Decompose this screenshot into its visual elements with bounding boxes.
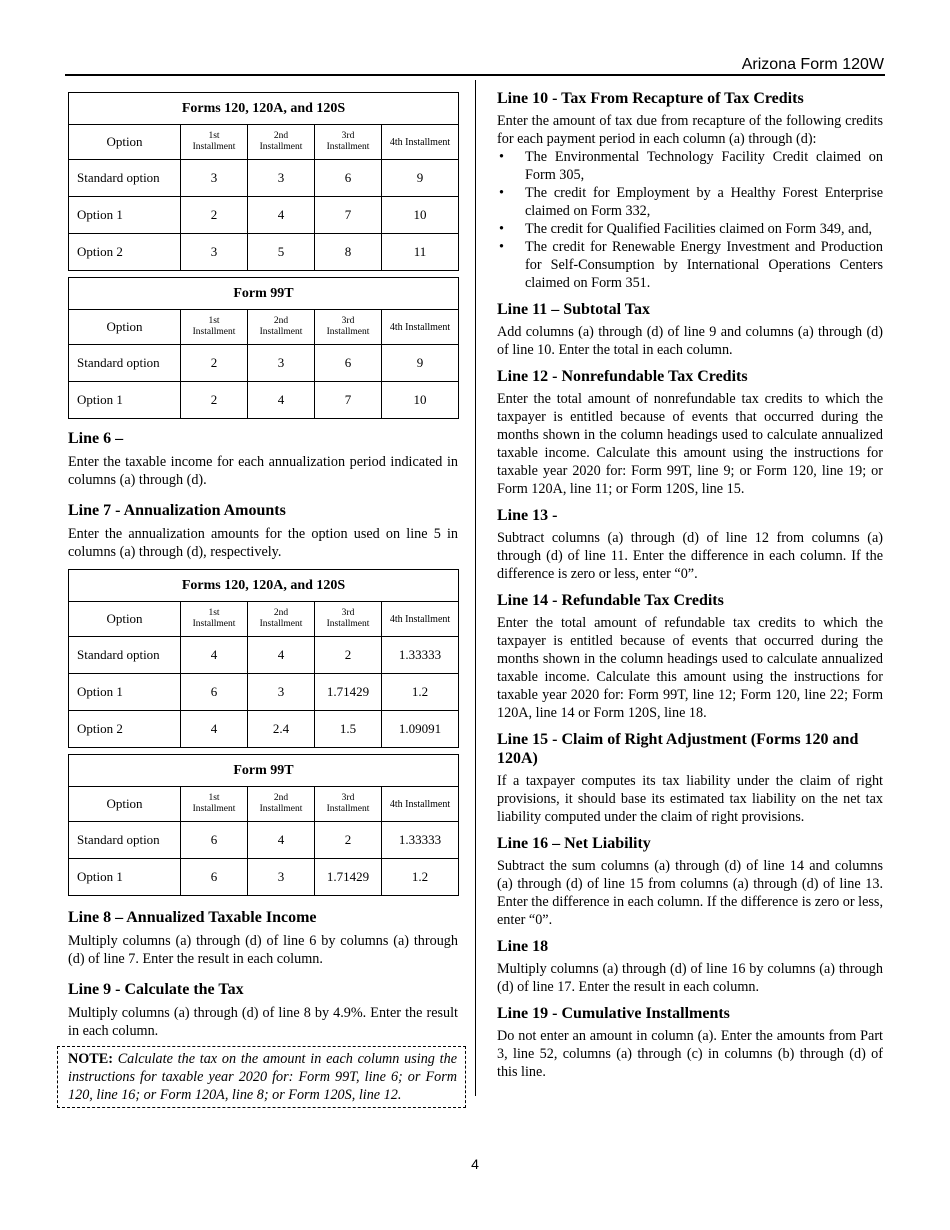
line15-text: If a taxpayer computes its tax liability under the claim of right provisions, it should base its estimated tax liability on the net tax liability computed under the claim of right provisions. [497, 773, 883, 825]
line6-text: Enter the taxable income for each annualization period indicated in columns (a) through (d). [68, 454, 458, 488]
row-label: Standard option [69, 345, 181, 382]
table-cell: 1.2 [382, 674, 459, 711]
table-row [69, 345, 459, 382]
line18-text: Multiply columns (a) through (d) of line 16 by columns (a) through (d) of line 17. Enter the result in each column. [497, 961, 883, 995]
table-cell: 3 [181, 234, 248, 271]
table-row [69, 711, 459, 748]
column-header: Option [69, 787, 181, 822]
column-header: 3rd Installment [315, 310, 382, 345]
table-cell: 6 [181, 859, 248, 896]
column-header: 1st Installment [181, 310, 248, 345]
table-cell: 1.33333 [382, 637, 459, 674]
line12-heading: Line 12 - Nonrefundable Tax Credits [497, 368, 748, 385]
table-cell: 1.2 [382, 859, 459, 896]
line16-heading: Line 16 – Net Liability [497, 835, 651, 852]
table-cell: 4 [248, 637, 315, 674]
line10-bullet-list [497, 148, 883, 292]
table-cell: 6 [181, 822, 248, 859]
table-cell: 1.09091 [382, 711, 459, 748]
table-cell: 11 [382, 234, 459, 271]
line9-heading: Line 9 - Calculate the Tax [68, 981, 244, 998]
line19-text: Do not enter an amount in column (a). Enter the amounts from Part 3, line 52, columns (a) through (c) in columns (b) through (d) of this line. [497, 1028, 883, 1080]
note-text: Calculate the tax on the amount in each column using the instructions for taxable year 2020 for: Form 99T, line 6; or Form 120, line 16; or Form 120A, line 8; or Form 120S, line 12. [68, 1051, 458, 1103]
row-label: Standard option [69, 822, 181, 859]
table-cell: 7 [315, 197, 382, 234]
table-cell: 7 [315, 382, 382, 419]
row-label: Option 2 [69, 234, 181, 271]
line7-text: Enter the annualization amounts for the option used on line 5 in columns (a) through (d), respectively. [68, 526, 458, 560]
table-title: Forms 120, 120A, and 120S [69, 93, 459, 125]
column-header: 4th Installment [382, 310, 459, 345]
table-row [69, 822, 459, 859]
table-cell: 2 [181, 345, 248, 382]
table-cell: 3 [181, 160, 248, 197]
table-cell: 1.33333 [382, 822, 459, 859]
table-row [69, 382, 459, 419]
line10-text: Enter the amount of tax due from recapture of the following credits for each payment period in each column (a) through (d): [497, 113, 883, 147]
line8-heading: Line 8 – Annualized Taxable Income [68, 909, 317, 926]
table-cell: 2 [315, 822, 382, 859]
table-row [69, 197, 459, 234]
table-row [69, 859, 459, 896]
table-cell: 10 [382, 382, 459, 419]
list-item: • The credit for Qualified Facilities claimed on Form 349, and, [497, 220, 883, 238]
list-item: • The Environmental Technology Facility Credit claimed on Form 305, [497, 148, 883, 184]
line8-text: Multiply columns (a) through (d) of line 6 by columns (a) through (d) of line 7. Enter the result in each column. [68, 933, 458, 967]
line9-text: Multiply columns (a) through (d) of line 8 by 4.9%. Enter the result in each column. [68, 1005, 458, 1039]
table-title: Form 99T [69, 278, 459, 310]
table-forms-120-line5 [68, 92, 459, 271]
line16-text: Subtract the sum columns (a) through (d) of line 14 and columns (a) through (d) of line 15 from columns (a) through (d) of line 13. Enter the difference in each column. If the difference is zero or less, enter “0”. [497, 858, 883, 928]
table-row [69, 637, 459, 674]
left-column [68, 92, 458, 1108]
column-header: 4th Installment [382, 602, 459, 637]
table-cell: 10 [382, 197, 459, 234]
table-title: Forms 120, 120A, and 120S [69, 570, 459, 602]
column-header: Option [69, 125, 181, 160]
column-header: 2nd Installment [248, 602, 315, 637]
page-number: 4 [471, 1156, 479, 1172]
note-label: NOTE: [68, 1051, 113, 1067]
column-header: 2nd Installment [248, 787, 315, 822]
note-box [57, 1046, 466, 1108]
column-header: Option [69, 310, 181, 345]
form-title: Arizona Form 120W [741, 56, 884, 73]
table-cell: 6 [181, 674, 248, 711]
line15-heading: Line 15 - Claim of Right Adjustment (Forms 120 and 120A) [497, 731, 859, 767]
table-cell: 8 [315, 234, 382, 271]
table-cell: 2 [315, 637, 382, 674]
column-header: 4th Installment [382, 787, 459, 822]
right-column [497, 89, 883, 1081]
table-cell: 6 [315, 345, 382, 382]
table-form-99t-line7 [68, 754, 459, 896]
table-cell: 9 [382, 345, 459, 382]
table-cell: 2 [181, 197, 248, 234]
column-header: 2nd Installment [248, 310, 315, 345]
list-item: • The credit for Employment by a Healthy Forest Enterprise claimed on Form 332, [497, 184, 883, 220]
table-cell: 4 [248, 382, 315, 419]
table-forms-120-line7 [68, 569, 459, 748]
table-cell: 1.71429 [315, 859, 382, 896]
table-cell: 1.5 [315, 711, 382, 748]
table-cell: 5 [248, 234, 315, 271]
line19-heading: Line 19 - Cumulative Installments [497, 1005, 730, 1022]
table-cell: 3 [248, 859, 315, 896]
row-label: Option 1 [69, 197, 181, 234]
row-label: Standard option [69, 637, 181, 674]
line14-text: Enter the total amount of refundable tax credits to which the taxpayer is entitled because of events that occurred during the months shown in the column headings used to calculate annualized taxable income. Calculate this amount using the instructions for taxable year 2020 for: Form 99T, line 12; Form 120, line 22; Form 120A, line 14 or Form 120S, line 18. [497, 615, 883, 721]
line13-text: Subtract columns (a) through (d) of line 12 from columns (a) through (d) of line 11. Enter the difference in each column. If the difference is zero or less, enter “0”. [497, 530, 883, 582]
column-header: Option [69, 602, 181, 637]
line12-text: Enter the total amount of nonrefundable tax credits to which the taxpayer is entitled because of events that occurred during the months shown in the column headings used to calculate annualized taxable income. Calculate this amount using the instructions for taxable year 2020 for: Form 99T, line 9; or Form 120, line 19; or Form 120A, line 11; or Form 120S, line 15. [497, 391, 883, 497]
line18-heading: Line 18 [497, 938, 549, 955]
table-cell: 9 [382, 160, 459, 197]
row-label: Option 1 [69, 674, 181, 711]
table-cell: 4 [248, 822, 315, 859]
column-divider [475, 80, 476, 1096]
line10-heading: Line 10 - Tax From Recapture of Tax Credits [497, 90, 804, 107]
row-label: Option 1 [69, 382, 181, 419]
list-item: • The credit for Renewable Energy Investment and Production for Self-Consumption by International Operations Centers claimed on Form 351. [497, 238, 883, 292]
line6-heading: Line 6 – [68, 430, 124, 447]
column-header: 3rd Installment [315, 602, 382, 637]
row-label: Option 2 [69, 711, 181, 748]
table-cell: 3 [248, 160, 315, 197]
column-header: 2nd Installment [248, 125, 315, 160]
column-header: 1st Installment [181, 787, 248, 822]
row-label: Standard option [69, 160, 181, 197]
table-form-99t-line5 [68, 277, 459, 419]
table-row [69, 674, 459, 711]
table-cell: 4 [181, 711, 248, 748]
table-cell: 3 [248, 345, 315, 382]
column-header: 1st Installment [181, 602, 248, 637]
column-header: 3rd Installment [315, 787, 382, 822]
line13-heading: Line 13 - [497, 507, 558, 524]
table-cell: 6 [315, 160, 382, 197]
table-cell: 2 [181, 382, 248, 419]
table-cell: 3 [248, 674, 315, 711]
table-row [69, 160, 459, 197]
header-rule [65, 74, 885, 76]
table-cell: 4 [248, 197, 315, 234]
line11-text: Add columns (a) through (d) of line 9 and columns (a) through (d) of line 10. Enter the total in each column. [497, 324, 883, 358]
line14-heading: Line 14 - Refundable Tax Credits [497, 592, 724, 609]
table-title: Form 99T [69, 755, 459, 787]
table-cell: 4 [181, 637, 248, 674]
column-header: 3rd Installment [315, 125, 382, 160]
row-label: Option 1 [69, 859, 181, 896]
column-header: 1st Installment [181, 125, 248, 160]
table-cell: 1.71429 [315, 674, 382, 711]
table-row [69, 234, 459, 271]
line7-heading: Line 7 - Annualization Amounts [68, 502, 286, 519]
line11-heading: Line 11 – Subtotal Tax [497, 301, 650, 318]
column-header: 4th Installment [382, 125, 459, 160]
table-cell: 2.4 [248, 711, 315, 748]
